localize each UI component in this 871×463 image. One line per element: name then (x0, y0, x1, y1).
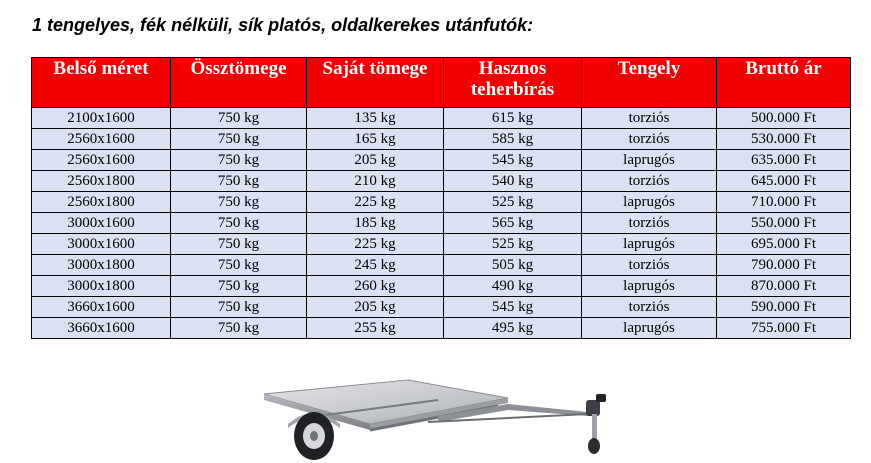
table-row (32, 255, 851, 276)
cell-axle: laprugós (582, 234, 717, 255)
cell-own-weight: 165 kg (307, 129, 444, 150)
table-row (32, 213, 851, 234)
cell-gross-weight: 750 kg (171, 213, 307, 234)
trailer-coupling (586, 400, 600, 416)
cell-own-weight: 210 kg (307, 171, 444, 192)
cell-gross-price: 755.000 Ft (717, 318, 851, 339)
cell-own-weight: 225 kg (307, 192, 444, 213)
cell-payload: 525 kg (444, 234, 582, 255)
cell-axle: torziós (582, 129, 717, 150)
cell-gross-weight: 750 kg (171, 108, 307, 129)
cell-gross-price: 790.000 Ft (717, 255, 851, 276)
cell-inner-size: 2560x1800 (32, 171, 171, 192)
cell-axle: torziós (582, 255, 717, 276)
table-body (32, 108, 851, 339)
cell-own-weight: 260 kg (307, 276, 444, 297)
cell-inner-size: 3000x1800 (32, 255, 171, 276)
cell-gross-price: 645.000 Ft (717, 171, 851, 192)
cell-payload: 525 kg (444, 192, 582, 213)
cell-axle: laprugós (582, 192, 717, 213)
cell-inner-size: 2560x1600 (32, 150, 171, 171)
cell-inner-size: 3660x1600 (32, 318, 171, 339)
cell-axle: torziós (582, 108, 717, 129)
cell-payload: 545 kg (444, 150, 582, 171)
header-gross-price: Bruttó ár (717, 58, 851, 108)
trailer-wheel-hub (310, 431, 318, 441)
cell-inner-size: 3000x1600 (32, 213, 171, 234)
cell-own-weight: 245 kg (307, 255, 444, 276)
cell-inner-size: 2560x1600 (32, 129, 171, 150)
cell-axle: laprugós (582, 318, 717, 339)
cell-axle: torziós (582, 297, 717, 318)
trailer-jockey-post (592, 414, 597, 442)
price-table (31, 57, 851, 339)
cell-payload: 585 kg (444, 129, 582, 150)
cell-own-weight: 135 kg (307, 108, 444, 129)
cell-axle: torziós (582, 213, 717, 234)
cell-inner-size: 3000x1600 (32, 234, 171, 255)
cell-own-weight: 205 kg (307, 297, 444, 318)
cell-gross-weight: 750 kg (171, 192, 307, 213)
cell-own-weight: 225 kg (307, 234, 444, 255)
cell-gross-weight: 750 kg (171, 129, 307, 150)
trailer-coupling-handle (596, 394, 606, 402)
cell-gross-price: 550.000 Ft (717, 213, 851, 234)
header-gross-weight: Össztömege (171, 58, 307, 108)
cell-payload: 565 kg (444, 213, 582, 234)
header-own-weight: Saját tömege (307, 58, 444, 108)
cell-axle: laprugós (582, 276, 717, 297)
cell-own-weight: 255 kg (307, 318, 444, 339)
table-row (32, 192, 851, 213)
cell-payload: 615 kg (444, 108, 582, 129)
cell-gross-weight: 750 kg (171, 171, 307, 192)
table-row (32, 234, 851, 255)
trailer-image (258, 378, 618, 463)
header-payload: Hasznos teherbírás (444, 58, 582, 108)
cell-gross-price: 695.000 Ft (717, 234, 851, 255)
page-title: 1 tengelyes, fék nélküli, sík platós, oldalkerekes utánfutók: (32, 15, 534, 35)
header-axle: Tengely (582, 58, 717, 108)
cell-gross-weight: 750 kg (171, 297, 307, 318)
cell-payload: 540 kg (444, 171, 582, 192)
cell-gross-weight: 750 kg (171, 255, 307, 276)
cell-inner-size: 3000x1800 (32, 276, 171, 297)
table-row (32, 150, 851, 171)
cell-gross-price: 590.000 Ft (717, 297, 851, 318)
cell-payload: 505 kg (444, 255, 582, 276)
table-row (32, 108, 851, 129)
trailer-jockey-wheel (588, 438, 600, 454)
table-row (32, 318, 851, 339)
cell-gross-weight: 750 kg (171, 276, 307, 297)
cell-inner-size: 2560x1800 (32, 192, 171, 213)
cell-gross-weight: 750 kg (171, 234, 307, 255)
cell-gross-price: 500.000 Ft (717, 108, 851, 129)
table-header-row (32, 58, 851, 108)
cell-gross-price: 530.000 Ft (717, 129, 851, 150)
cell-axle: torziós (582, 171, 717, 192)
cell-payload: 495 kg (444, 318, 582, 339)
cell-axle: laprugós (582, 150, 717, 171)
table-row (32, 297, 851, 318)
cell-own-weight: 205 kg (307, 150, 444, 171)
cell-gross-price: 635.000 Ft (717, 150, 851, 171)
header-inner-size: Belső méret (32, 58, 171, 108)
cell-gross-weight: 750 kg (171, 318, 307, 339)
cell-gross-price: 870.000 Ft (717, 276, 851, 297)
table-row (32, 129, 851, 150)
table-row (32, 171, 851, 192)
cell-gross-weight: 750 kg (171, 150, 307, 171)
cell-gross-price: 710.000 Ft (717, 192, 851, 213)
cell-inner-size: 3660x1600 (32, 297, 171, 318)
cell-payload: 490 kg (444, 276, 582, 297)
table-row (32, 276, 851, 297)
cell-inner-size: 2100x1600 (32, 108, 171, 129)
cell-payload: 545 kg (444, 297, 582, 318)
cell-own-weight: 185 kg (307, 213, 444, 234)
